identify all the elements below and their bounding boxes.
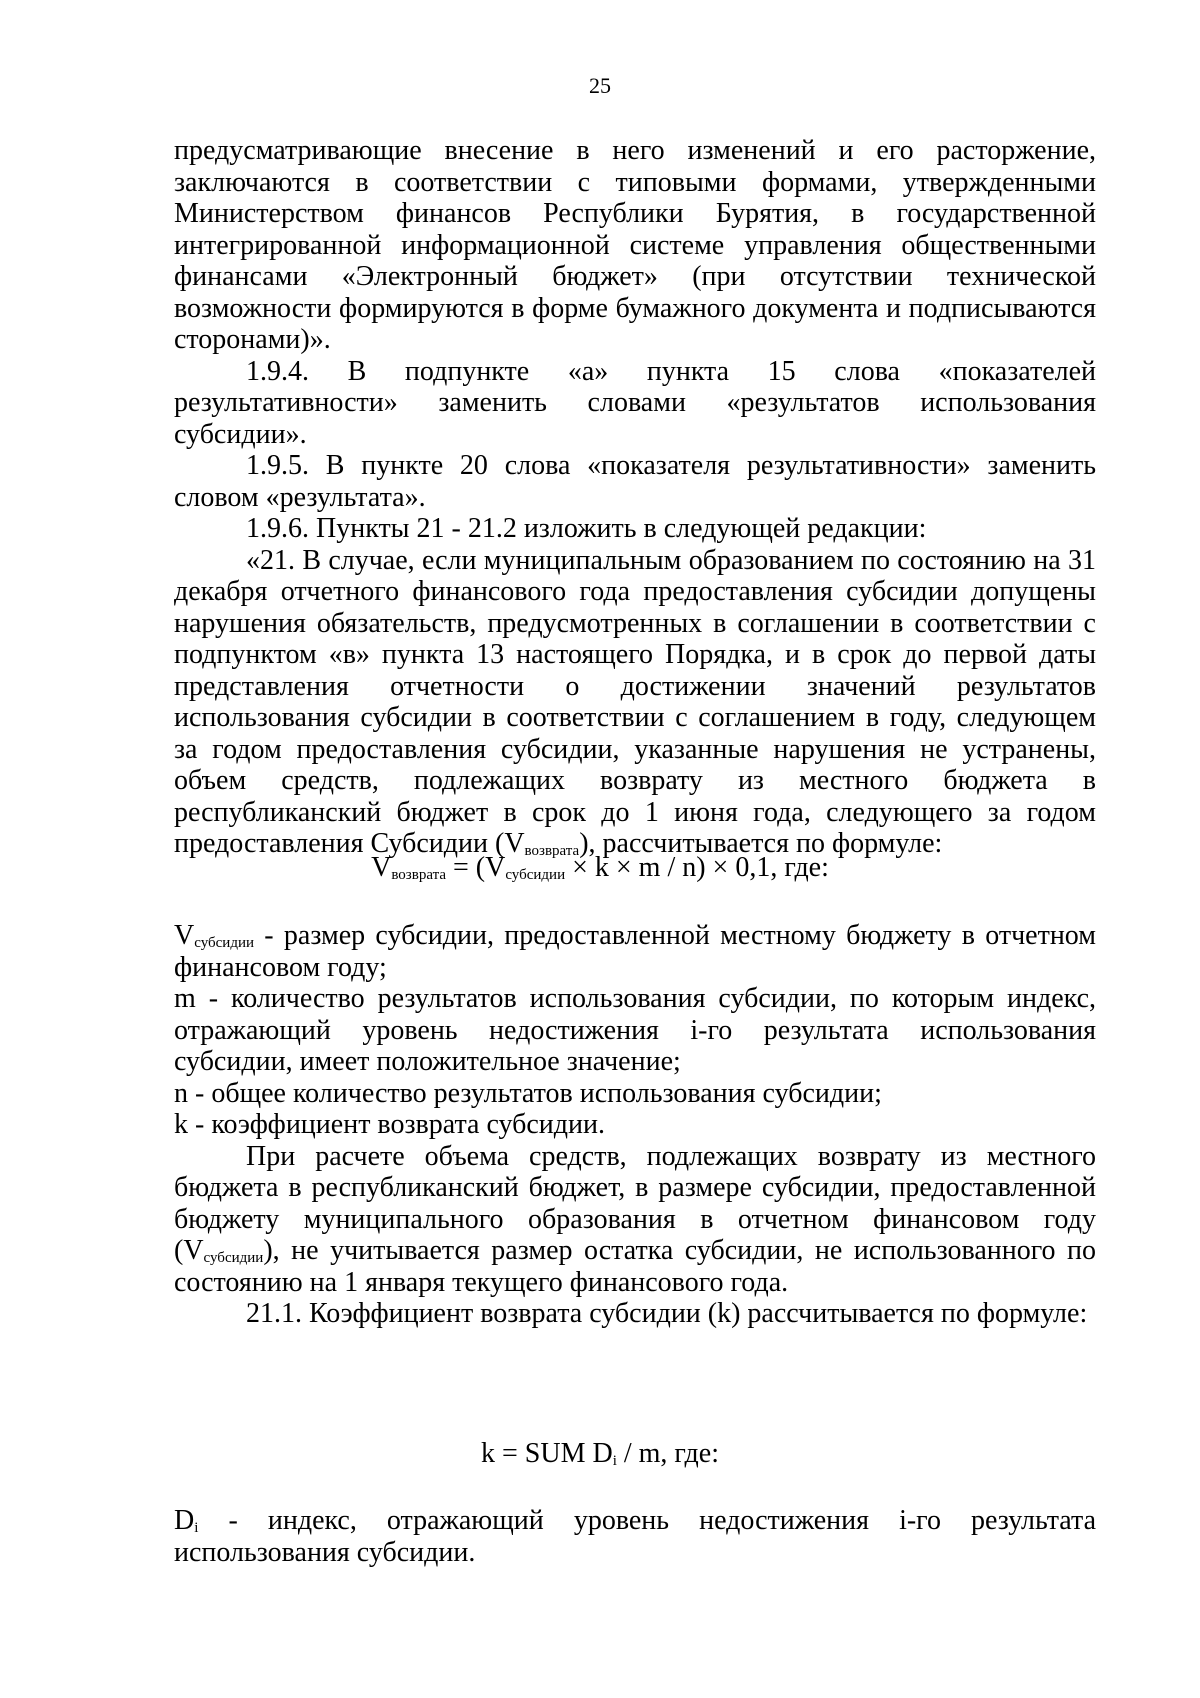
formula-subscript-i: i	[612, 1453, 617, 1469]
paragraph-calculation-note: При расчете объема средств, подлежащих возврату из местного бюджета в республиканский бюджет, в размере субсидии, предоставленной бюджету муниципального образования в отчетном финансовом году $(V_{субсидии})$, не учитывается размер остатка субсидии, не использованного по состоянию на 1 января текущего финансового года.	[174, 1140, 1096, 1298]
text-block-bottom	[174, 1505, 1096, 1568]
paragraph-continuation: предусматривающие внесение в него изменений и его расторжение, заключаются в соответствии с типовыми формами, утвержденными Министерством финансов Республики Бурятия, в государственной интегрированной информационной системе управления общественными финансами «Электронный бюджет» (при отсутствии технической возможности формируются в форме бумажного документа и подписываются сторонами)».	[174, 135, 1096, 355]
paragraph-21-1: 21.1. Коэффициент возврата субсидии (k) рассчитывается по формуле:	[246, 1298, 1088, 1329]
formula-subscript-subsidy: субсидии	[505, 867, 566, 883]
formula-v-return: $V_{возврата} = (V_{субсидии} \times k \times m / n) \times 0,1$, где:	[371, 852, 829, 883]
paragraph-21-subscript: возврата	[524, 843, 580, 859]
paragraph-21-text: «21. В случае, если муниципальным образованием по состоянию на 31 декабря отчетного финансового года предоставления субсидии допущены нарушения обязательств, предусмотренных в соглашении в соответствии с подпунктом «в» пункта 13 настоящего Порядка, и в срок до первой даты представления отчетности о достижении значений результатов использования субсидии в соответствии с соглашением в году, следующем за годом предоставления субсидии, указанные нарушения не устранены, объем средств, подлежащих возврату из местного бюджета в республиканский бюджет в срок до 1 июня года, следующего за годом предоставления Субсидии (V	[174, 544, 1096, 859]
text-block-middle	[174, 920, 1096, 1330]
definition-m: m - количество результатов использования субсидии, по которым индекс, отражающий уровень недостижения i-го результата использования субсидии, имеет положительное значение;	[174, 983, 1096, 1077]
page-number: 25	[589, 73, 611, 98]
paragraph-1-9-5: 1.9.5. В пункте 20 слова «показателя результативности» заменить словом «результата».	[174, 450, 1096, 513]
paragraph-1-9-6: 1.9.6. Пункты 21 - 21.2 изложить в следующей редакции:	[246, 513, 927, 544]
formula-subscript-return: возврата	[391, 867, 446, 883]
paragraph-21-tail: ), рассчитывается по формуле:	[579, 828, 943, 859]
paragraph-21	[174, 545, 1096, 860]
definition-v-subsidy: $V_{субсидии}$ - размер субсидии, предоставленной местному бюджету в отчетном финансовом году;	[174, 920, 1096, 983]
definition-n: n - общее количество результатов использования субсидии;	[174, 1077, 882, 1109]
definition-k: k - коэффициент возврата субсидии.	[174, 1109, 606, 1140]
formula-k: k = SUM $D_i$ / m, где:	[481, 1438, 719, 1469]
definition-di: $D_i$ - индекс, отражающий уровень недостижения i-го результата использования субсидии.	[174, 1505, 1096, 1568]
text-block-top	[174, 135, 1096, 860]
paragraph-1-9-4: 1.9.4. В подпункте «а» пункта 15 слова «показателей результативности» заменить словами «результатов использования субсидии».	[174, 355, 1096, 450]
